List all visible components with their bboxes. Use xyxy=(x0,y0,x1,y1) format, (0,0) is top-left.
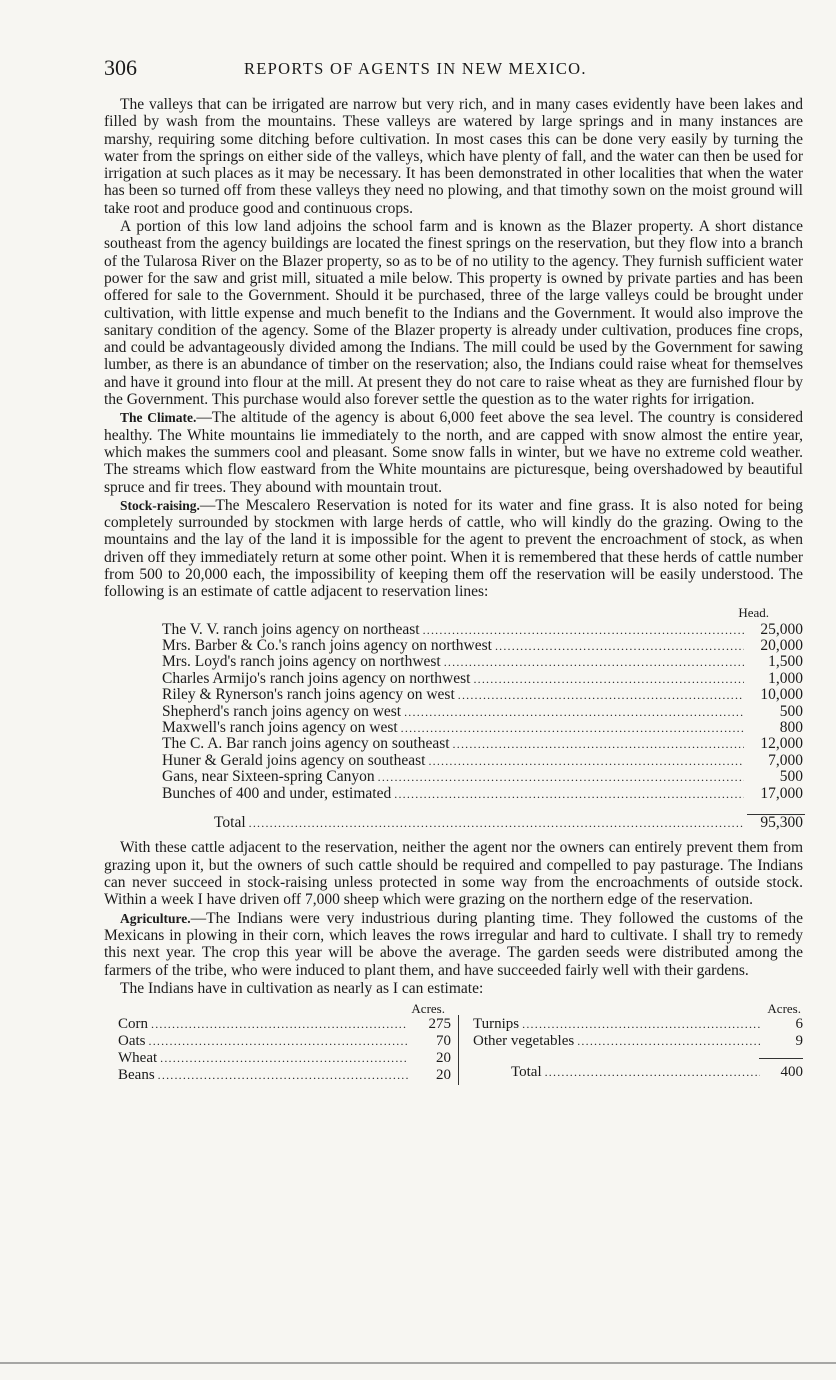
crops-left-rows xyxy=(118,1016,451,1084)
cattle-row xyxy=(162,687,803,703)
cattle-row xyxy=(162,622,803,638)
cattle-row-label: Bunches of 400 and under, estimated xyxy=(162,784,392,802)
crop-row xyxy=(118,1067,451,1084)
crop-row-label: Corn xyxy=(118,1016,148,1033)
leader-dots xyxy=(149,1033,409,1050)
paragraph-agriculture xyxy=(104,910,803,979)
leader-dots xyxy=(158,1067,408,1084)
crop-row-label: Oats xyxy=(118,1033,146,1050)
leader-dots xyxy=(423,622,744,638)
column-divider xyxy=(458,1015,459,1085)
crops-left-header: Acres. xyxy=(411,1001,445,1017)
page-header xyxy=(104,55,804,83)
leader-dots xyxy=(495,638,744,654)
cattle-total-value xyxy=(747,812,803,831)
leader-dots xyxy=(428,753,744,769)
leader-dots xyxy=(151,1016,408,1033)
page-number: 306 xyxy=(104,55,137,80)
cattle-row-value: 500 xyxy=(779,702,803,720)
leader-dots xyxy=(394,786,744,802)
cattle-row-value: 12,000 xyxy=(760,735,803,753)
crop-row-label: Other vegetables xyxy=(473,1033,575,1050)
cattle-row-label: Gans, near Sixteen-spring Canyon xyxy=(162,768,375,786)
crops-total-label: Total xyxy=(511,1064,542,1081)
page-bottom-edge xyxy=(0,1362,836,1364)
cattle-row xyxy=(162,753,803,769)
crops-total-rule xyxy=(759,1058,803,1059)
paragraph-blazer-property: A portion of this low land adjoins the school farm and is known as the Blazer property. A short distance southeast from the agency buildings are located the finest springs on the reservation, but they flow into a branch of the Tularosa River on the Blazer property, so as to be of no utility to the agency. They furnish sufficient water power for the saw and grist mill, situated a mile below. This property is owned by private parties and has been offered for sale to the Government. Should it be purchased, three of the large valleys could be brought under cultivation, with little expense and much benefit to the Indians and the Government. It would also improve the sanitary condition of the agency. Some of the Blazer property is already under cultivation, produces fine crops, and could be advantageously divided among the Indians. The mill could be used by the Government for sawing lumber, as there is an abundance of timber on the reservation; also, the Indians could raise wheat for themselves and have it ground into flour at the mill. At present they do not care to raise wheat as they are furnished flour by the Government. This purchase would also forever settle the question as to the water rights for irrigation. xyxy=(104,218,803,409)
cattle-row-label: Huner & Gerald joins agency on southeast xyxy=(162,751,426,769)
cattle-row-value: 1,000 xyxy=(768,669,803,687)
crops-total-value: 400 xyxy=(780,1064,803,1081)
climate-text: —The altitude of the agency is about 6,000 feet above the sea level. The country is considered healthy. The White mountains lie immediately to the north, and are capped with snow almost the entire year, which makes the summers cool and pleasant. Some snow falls in winter, but we have no extreme cold weather. The streams which flow eastward from the White mountains are picturesque, being overshadowed by beautiful spruce and fir trees. They abound with mountain trout. xyxy=(104,409,803,496)
cattle-row-label: Mrs. Loyd's ranch joins agency on northwest xyxy=(162,653,441,671)
cattle-row xyxy=(162,720,803,736)
crop-row-value: 6 xyxy=(795,1016,803,1033)
crop-row xyxy=(118,1050,451,1067)
leader-dots xyxy=(453,736,744,752)
leader-dots xyxy=(545,1064,760,1081)
cattle-row xyxy=(162,654,803,670)
cattle-row-label: Shepherd's ranch joins agency on west xyxy=(162,702,402,720)
cattle-row-value: 17,000 xyxy=(760,784,803,802)
crops-table xyxy=(104,1001,803,1087)
stock-raising-text: —The Mescalero Reservation is noted for its water and fine grass. It is also noted for being completely surrounded by stockmen with large herds of cattle, who will kindly do the grazing. Owing to the mountains and the lay of the land it is impossible for the agent to prevent the encroachment of stock, as when driven off they immediately return at some other point. When it is remembered that these herds of cattle number from 500 to 20,000 each, the impossibility of keeping them off the reservation will be easily understood. The following is an estimate of cattle adjacent to reservation lines: xyxy=(104,496,803,601)
running-title: REPORTS OF AGENTS IN NEW MEXICO. xyxy=(244,59,587,78)
crops-right-column xyxy=(473,1001,803,1081)
leader-dots xyxy=(522,1016,760,1033)
cattle-row-label: Mrs. Barber & Co.'s ranch joins agency on northwest xyxy=(162,637,492,655)
crop-row xyxy=(473,1016,803,1033)
cattle-row xyxy=(162,736,803,752)
leader-dots xyxy=(577,1033,760,1050)
leader-dots xyxy=(160,1050,408,1067)
crops-right-header: Acres. xyxy=(767,1001,801,1017)
paragraph-stock-raising xyxy=(104,497,803,601)
page-body xyxy=(104,96,803,1087)
cattle-row xyxy=(162,704,803,720)
leader-dots xyxy=(378,769,744,785)
cattle-row-value: 20,000 xyxy=(760,637,803,655)
crop-row xyxy=(118,1016,451,1033)
climate-heading: The Climate. xyxy=(120,410,197,426)
leader-dots xyxy=(458,687,744,703)
cattle-table xyxy=(104,605,803,832)
crop-row-value: 20 xyxy=(436,1067,451,1084)
cattle-total-label: Total xyxy=(214,814,246,832)
crop-row-value: 70 xyxy=(436,1033,451,1050)
paragraph-valleys: The valleys that can be irrigated are narrow but very rich, and in many cases evidently have been lakes and filled by wash from the mountains. These valleys are watered by large springs and in many instances are marshy, requiring some ditching before cultivation. In most cases this can be done very easily by turning the water from the springs on either side of the valleys, which have plenty of fall, and the water can then be used for irrigation at such places as it may be necessary. It has been demonstrated in other localities that when the water has been so turned off from these valleys they need no plowing, and that timothy sown on the moist ground will take root and produce good and continuous crops. xyxy=(104,96,803,217)
cattle-row xyxy=(162,638,803,654)
cattle-row xyxy=(162,671,803,687)
cattle-row-label: The C. A. Bar ranch joins agency on southeast xyxy=(162,735,450,753)
cattle-row-value: 10,000 xyxy=(760,686,803,704)
crop-row-label: Turnips xyxy=(473,1016,520,1033)
crop-row-label: Wheat xyxy=(118,1050,158,1067)
cattle-row-value: 25,000 xyxy=(760,620,803,638)
crop-row-label: Beans xyxy=(118,1067,155,1084)
paragraph-cultivation-intro: The Indians have in cultivation as nearly as I can estimate: xyxy=(120,979,484,997)
leader-dots xyxy=(473,671,744,687)
leader-dots xyxy=(249,815,744,831)
cattle-total-row xyxy=(214,812,803,831)
cattle-rows xyxy=(104,622,803,802)
cattle-row xyxy=(162,769,803,785)
crop-row xyxy=(473,1033,803,1050)
agriculture-text: —The Indians were very industrious during planting time. They followed the customs of the Mexicans in plowing in their corn, which leaves the rows irregular and hard to cultivate. I shall try to remedy this next year. The crop this year will be above the average. The garden seeds were distributed among the farmers of the tribe, who were induced to plant them, and have succeeded fairly well with their gardens. xyxy=(104,909,803,979)
cattle-row-value: 500 xyxy=(779,768,803,786)
cattle-row-label: Riley & Rynerson's ranch joins agency on west xyxy=(162,686,455,704)
cattle-row-label: The V. V. ranch joins agency on northeast xyxy=(162,620,420,638)
cattle-total-number: 95,300 xyxy=(760,814,803,832)
crop-row-value: 275 xyxy=(428,1016,451,1033)
agriculture-heading: Agriculture. xyxy=(120,910,191,926)
leader-dots xyxy=(401,720,744,736)
crop-row-value: 9 xyxy=(795,1033,803,1050)
crops-left-column xyxy=(118,1001,451,1084)
cattle-row-value: 7,000 xyxy=(768,751,803,769)
stock-raising-heading: Stock-raising. xyxy=(120,497,200,513)
leader-dots xyxy=(404,704,744,720)
cattle-column-header: Head. xyxy=(738,604,769,620)
crops-total-row xyxy=(511,1064,803,1081)
cattle-row-value: 800 xyxy=(779,719,803,737)
cattle-row xyxy=(162,786,803,802)
cattle-row-label: Maxwell's ranch joins agency on west xyxy=(162,719,398,737)
paragraph-pasturage: With these cattle adjacent to the reservation, neither the agent nor the owners can entirely prevent them from grazing upon it, but the owners of such cattle should be required and compelled to pay pasturage. The Indians can never succeed in stock-raising unless protected in some way from the encroachments of outside stock. Within a week I have driven off 7,000 sheep which were grazing on the northern edge of the reservation. xyxy=(104,839,803,909)
cattle-row-value: 1,500 xyxy=(768,653,803,671)
crop-row-value: 20 xyxy=(436,1050,451,1067)
cattle-row-label: Charles Armijo's ranch joins agency on northwest xyxy=(162,669,471,687)
crop-row xyxy=(118,1033,451,1050)
crops-right-rows xyxy=(473,1016,803,1050)
leader-dots xyxy=(444,654,744,670)
paragraph-climate xyxy=(104,409,803,495)
